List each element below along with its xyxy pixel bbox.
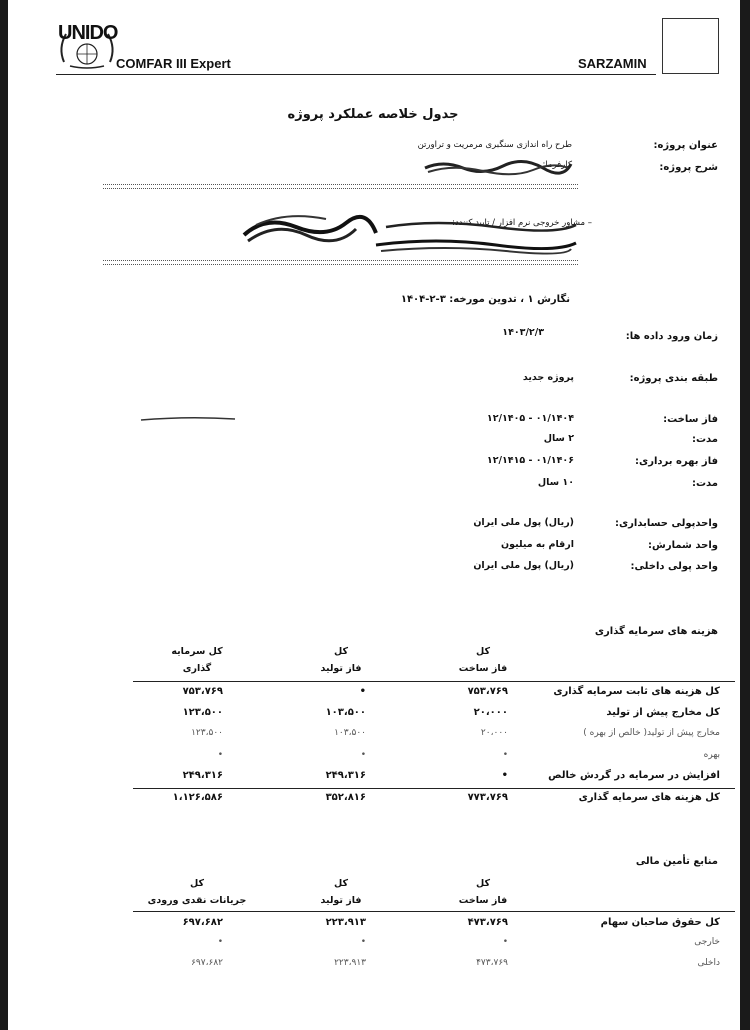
cell-c2: • xyxy=(360,750,366,760)
operation-duration-label: مدت: xyxy=(691,478,718,489)
row-label: افزایش در سرمایه در گردش خالص xyxy=(548,770,720,781)
cell-c3: • xyxy=(217,937,223,947)
cell-c1: ۴۷۳،۷۶۹ xyxy=(476,958,508,968)
cell-c1: ۴۷۳،۷۶۹ xyxy=(467,917,508,928)
project-class-value: پروژه جدید xyxy=(522,372,574,383)
local-currency-label: واحد پولی داخلی: xyxy=(630,561,718,572)
redaction-scribble xyxy=(423,156,573,176)
inv-col-construction: کل فاز ساخت xyxy=(458,646,508,674)
cell-c2: ۲۴۹،۳۱۶ xyxy=(325,770,366,781)
separator-bottom xyxy=(103,260,578,265)
count-unit-value: ارقام به میلیون xyxy=(501,539,574,550)
investment-section-title: هزینه های سرمایه گذاری xyxy=(594,626,718,637)
project-desc-value: کارفرما: xyxy=(542,160,572,170)
construction-duration-label: مدت: xyxy=(691,434,718,445)
inv-total-rule xyxy=(133,788,735,789)
cell-c1: • xyxy=(502,937,508,947)
data-entry-label: زمان ورود داده ها: xyxy=(625,331,718,342)
cell-c2: • xyxy=(360,937,366,947)
cell-c3: ۱،۱۲۶،۵۸۶ xyxy=(172,792,223,803)
operation-phase-label: فاز بهره برداری: xyxy=(635,456,718,467)
stamp-box xyxy=(662,18,719,74)
construction-phase-value: ۰۱/۱۴۰۴ - ۱۲/۱۴۰۵ xyxy=(486,413,574,424)
fin-header-rule xyxy=(133,911,735,912)
inv-col-production: کل فاز تولید xyxy=(320,646,362,674)
local-currency-value: (ریال) پول ملی ایران xyxy=(473,560,574,571)
construction-duration-value: ۲ سال xyxy=(543,433,574,444)
cell-c2: ۳۵۲،۸۱۶ xyxy=(325,792,366,803)
row-label: کل هزینه های سرمایه گذاری xyxy=(578,792,720,803)
inv-header-rule xyxy=(133,681,735,682)
scan-edge-right xyxy=(740,0,750,1030)
project-class-label: طبقه بندی پروژه: xyxy=(629,373,718,384)
row-label: خارجی xyxy=(694,937,720,947)
cell-c2: ۱۰۳،۵۰۰ xyxy=(334,728,366,738)
cell-c2: • xyxy=(359,686,366,697)
cell-c1: ۲۰،۰۰۰ xyxy=(473,707,508,718)
row-label: مخارج پیش از تولید( خالص از بهره ) xyxy=(583,728,720,738)
row-label: کل هزینه های ثابت سرمایه گذاری xyxy=(553,686,720,697)
cell-c2: ۲۲۳،۹۱۳ xyxy=(334,958,366,968)
row-label: بهره xyxy=(703,750,720,760)
report-title: جدول خلاصه عملکرد پروژه xyxy=(287,107,459,122)
cell-c1: ۷۵۳،۷۶۹ xyxy=(467,686,508,697)
construction-phase-label: فاز ساخت: xyxy=(663,414,718,425)
product-name: COMFAR III Expert xyxy=(116,56,231,71)
operation-duration-value: ۱۰ سال xyxy=(537,477,574,488)
project-desc-label: شرح پروژه: xyxy=(659,162,718,173)
finance-section-title: منابع تأمین مالی xyxy=(635,856,718,867)
cell-c3: ۶۹۷،۶۸۲ xyxy=(182,917,223,928)
separator-top xyxy=(103,184,578,189)
cell-c3: ۷۵۳،۷۶۹ xyxy=(182,686,223,697)
operation-phase-value: ۰۱/۱۴۰۶ - ۱۲/۱۴۱۵ xyxy=(486,455,574,466)
redaction-scribble-large xyxy=(236,205,581,257)
document-page xyxy=(8,0,740,1030)
cell-c3: ۱۲۳،۵۰۰ xyxy=(182,707,223,718)
scan-edge-left xyxy=(0,0,8,1030)
project-title-label: عنوان پروژه: xyxy=(653,140,718,151)
accounting-currency-label: واحدپولی حسابداری: xyxy=(614,518,718,529)
fin-col-construction: کل فاز ساخت xyxy=(458,878,508,906)
inv-col-total: کل سرمایه گذاری xyxy=(171,646,223,674)
cell-c3: ۲۴۹،۳۱۶ xyxy=(182,770,223,781)
row-label: داخلی xyxy=(697,958,720,968)
cell-c1: ۷۷۳،۷۶۹ xyxy=(467,792,508,803)
cell-c1: ۲۰،۰۰۰ xyxy=(480,728,508,738)
unido-logo-text: UNIDO xyxy=(58,22,118,44)
cell-c3: • xyxy=(217,750,223,760)
cell-c1: • xyxy=(502,750,508,760)
consultant-line: – مشاور خروجی نرم افزار / تایید کنندد: xyxy=(452,218,592,228)
pen-mark xyxy=(140,414,236,424)
cell-c2: ۱۰۳،۵۰۰ xyxy=(325,707,366,718)
row-label: کل مخارج پیش از تولید xyxy=(606,707,720,718)
data-entry-value: ۱۴۰۳/۲/۳ xyxy=(502,327,544,338)
cell-c1: • xyxy=(501,770,508,781)
cell-c3: ۱۲۳،۵۰۰ xyxy=(191,728,223,738)
cell-c3: ۶۹۷،۶۸۲ xyxy=(191,958,223,968)
header-divider xyxy=(56,74,656,75)
fin-col-total: کل جریانات نقدی ورودی xyxy=(147,878,247,906)
count-unit-label: واحد شمارش: xyxy=(648,540,718,551)
cell-c2: ۲۲۳،۹۱۳ xyxy=(325,917,366,928)
row-label: کل حقوق صاحبان سهام xyxy=(600,917,720,928)
accounting-currency-value: (ریال) پول ملی ایران xyxy=(473,517,574,528)
version-line: نگارش ۱ ، تدوین مورخه: ۳-۲-۱۴۰۴ xyxy=(400,294,570,305)
brand-name: SARZAMIN xyxy=(578,56,647,71)
project-title-value: طرح راه اندازی سنگبری مرمریت و تراورتن xyxy=(417,140,572,150)
fin-col-production: کل فاز تولید xyxy=(320,878,362,906)
